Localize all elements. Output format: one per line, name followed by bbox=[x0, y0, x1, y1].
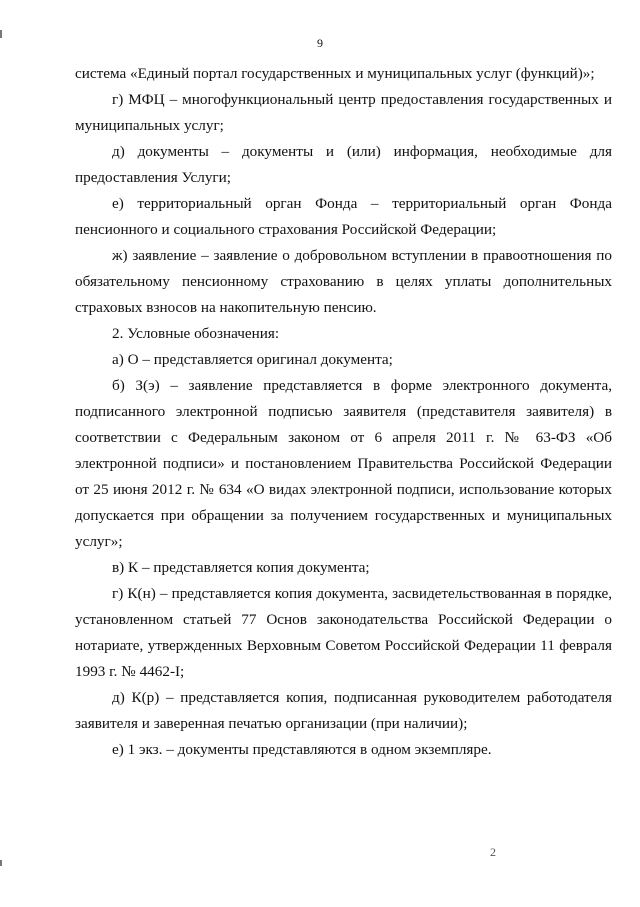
legend-item-original: а) О – представляется оригинал документа; bbox=[112, 351, 393, 368]
scan-edge-mark-bottom bbox=[0, 860, 2, 866]
corner-handwritten-mark: 2 bbox=[490, 845, 496, 859]
paragraph-territorial-body-definition: е) территориальный орган Фонда – территориальный орган Фонда пенсионного и социального страхования Российской Федерации; bbox=[75, 195, 612, 238]
paragraph-portal-definition: система «Единый портал государственных и муниципальных услуг (функций)»; bbox=[75, 65, 595, 82]
section-heading-legend: 2. Условные обозначения: bbox=[112, 325, 280, 342]
legend-item-single-copy: е) 1 экз. – документы представляются в одном экземпляре. bbox=[112, 741, 492, 758]
legend-item-notarized-copy: г) К(н) – представляется копия документа, засвидетельствованная в порядке, установленном статьей 77 Основ законодательства Российской Федерации о нотариате, утвержденных Верховным Советом Российской Федерации 11 февраля 1993 г. № 4462-I; bbox=[75, 585, 612, 680]
paragraph-application-definition: ж) заявление – заявление о добровольном вступлении в правоотношения по обязательному пенсионному страхованию в целях уплаты дополнительных страховых взносов на накопительную пенсию. bbox=[75, 247, 612, 316]
paragraph-mfc-definition: г) МФЦ – многофункциональный центр предоставления государственных и муниципальных услуг; bbox=[75, 91, 612, 134]
legend-item-employer-copy: д) К(р) – представляется копия, подписанная руководителем работодателя заявителя и заверенная печатью организации (при наличии); bbox=[75, 689, 612, 732]
document-body bbox=[75, 61, 612, 763]
page-number: 9 bbox=[317, 36, 323, 50]
legend-item-copy: в) К – представляется копия документа; bbox=[112, 559, 370, 576]
paragraph-documents-definition: д) документы – документы и (или) информация, необходимые для предоставления Услуги; bbox=[75, 143, 612, 186]
legend-item-electronic: б) З(э) – заявление представляется в форме электронного документа, подписанного электронной подписью заявителя (представителя заявителя) в соответствии с Федеральным законом от 6 апреля 2011 г. № 63-ФЗ «Об электронной подписи» и постановлением Правительства Российской Федерации от 25 июня 2012 г. № 634 «О видах электронной подписи, использование которых допускается при обращении за получением государственных и муниципальных услуг»; bbox=[75, 377, 612, 550]
